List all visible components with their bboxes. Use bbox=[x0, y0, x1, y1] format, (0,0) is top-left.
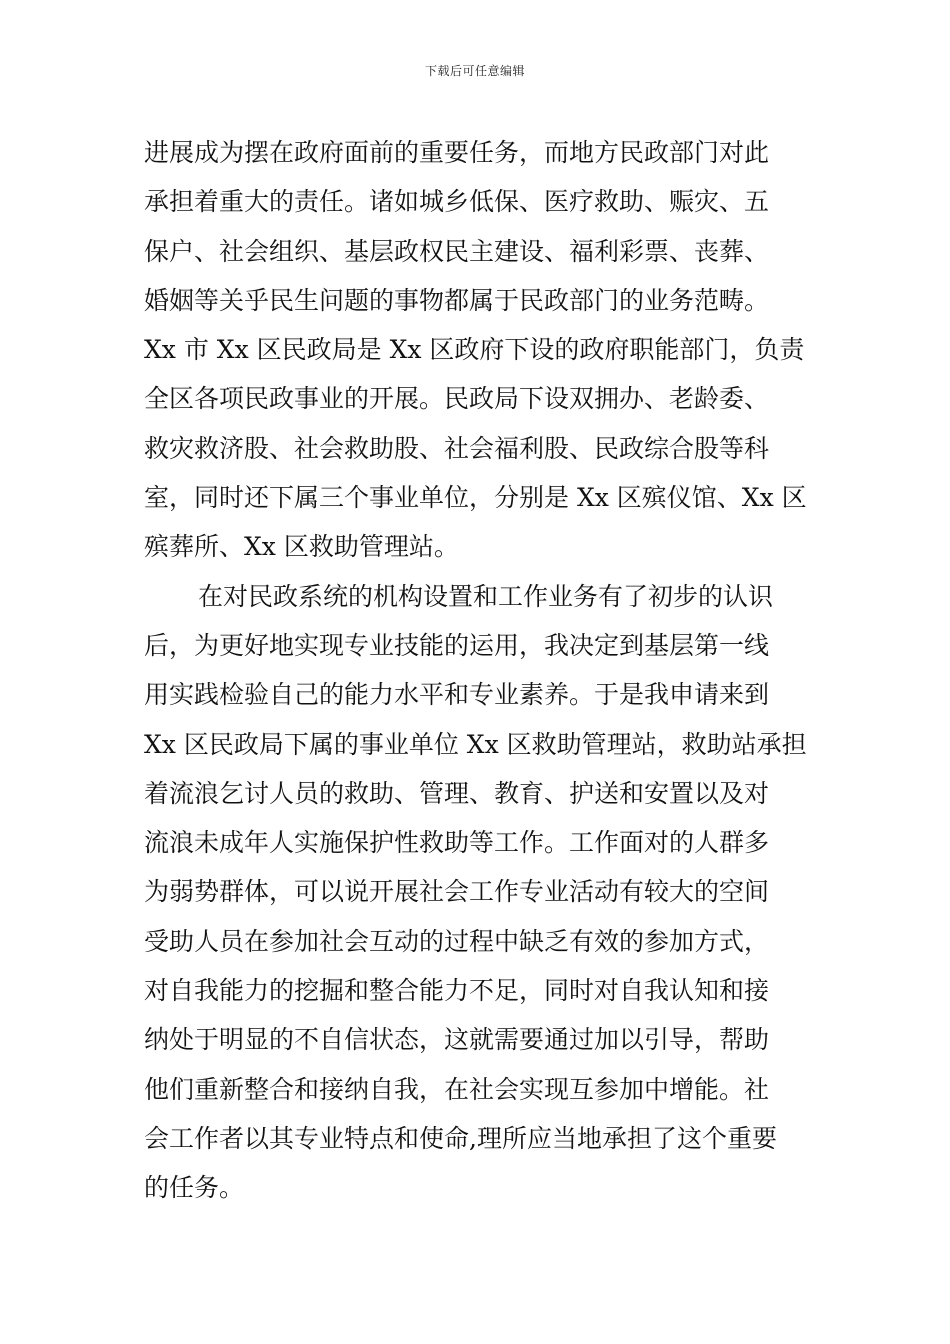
text-line: 流浪未成年人实施保护性救助等工作。工作面对的人群多 bbox=[144, 828, 770, 858]
text-line: 进展成为摆在政府面前的重要任务，而地方民政部门对此 bbox=[144, 138, 770, 167]
text-line: 室，同时还下属三个事业单位，分别是 Xx 区殡仪馆、Xx 区 bbox=[144, 483, 807, 513]
text-line: 婚姻等关乎民生问题的事物都属于民政部门的业务范畴。 bbox=[144, 285, 770, 315]
text-line: 为弱势群体，可以说开展社会工作专业活动有较大的空间 bbox=[144, 877, 770, 907]
text-line: 他们重新整合和接纳自我，在社会实现互参加中增能。社 bbox=[144, 1074, 770, 1104]
page-header: 下载后可任意编辑 bbox=[424, 64, 525, 78]
text-line: 会工作者以其专业特点和使命,理所应当地承担了这个重要 bbox=[144, 1123, 777, 1153]
text-line: 着流浪乞讨人员的救助、管理、教育、护送和安置以及对 bbox=[144, 778, 770, 808]
text-line: Xx 市 Xx 区民政局是 Xx 区政府下设的政府职能部门，负责 bbox=[144, 335, 805, 365]
text-line: 的任务。 bbox=[144, 1173, 245, 1203]
text-line: 用实践检验自己的能力水平和专业素养。于是我申请来到 bbox=[144, 680, 770, 710]
text-line: 对自我能力的挖掘和整合能力不足，同时对自我认知和接 bbox=[144, 976, 770, 1006]
text-line: 后，为更好地实现专业技能的运用，我决定到基层第一线 bbox=[144, 630, 770, 660]
text-line: 殡葬所、Xx 区救助管理站。 bbox=[144, 532, 459, 562]
text-line: 全区各项民政事业的开展。民政局下设双拥办、老龄委、 bbox=[144, 384, 770, 414]
text-line: 保户、社会组织、基层政权民主建设、福利彩票、丧葬、 bbox=[144, 236, 770, 266]
text-line: 纳处于明显的不自信状态，这就需要通过加以引导，帮助 bbox=[144, 1025, 770, 1055]
text-line: 在对民政系统的机构设置和工作业务有了初步的认识 bbox=[198, 581, 774, 611]
text-line: 承担着重大的责任。诸如城乡低保、医疗救助、赈灾、五 bbox=[144, 187, 770, 217]
document-body bbox=[144, 128, 806, 1213]
text-line: 救灾救济股、社会救助股、社会福利股、民政综合股等科 bbox=[144, 433, 770, 463]
text-line: Xx 区民政局下属的事业单位 Xx 区救助管理站，救助站承担 bbox=[144, 729, 807, 759]
text-line: 受助人员在参加社会互动的过程中缺乏有效的参加方式， bbox=[144, 926, 770, 956]
